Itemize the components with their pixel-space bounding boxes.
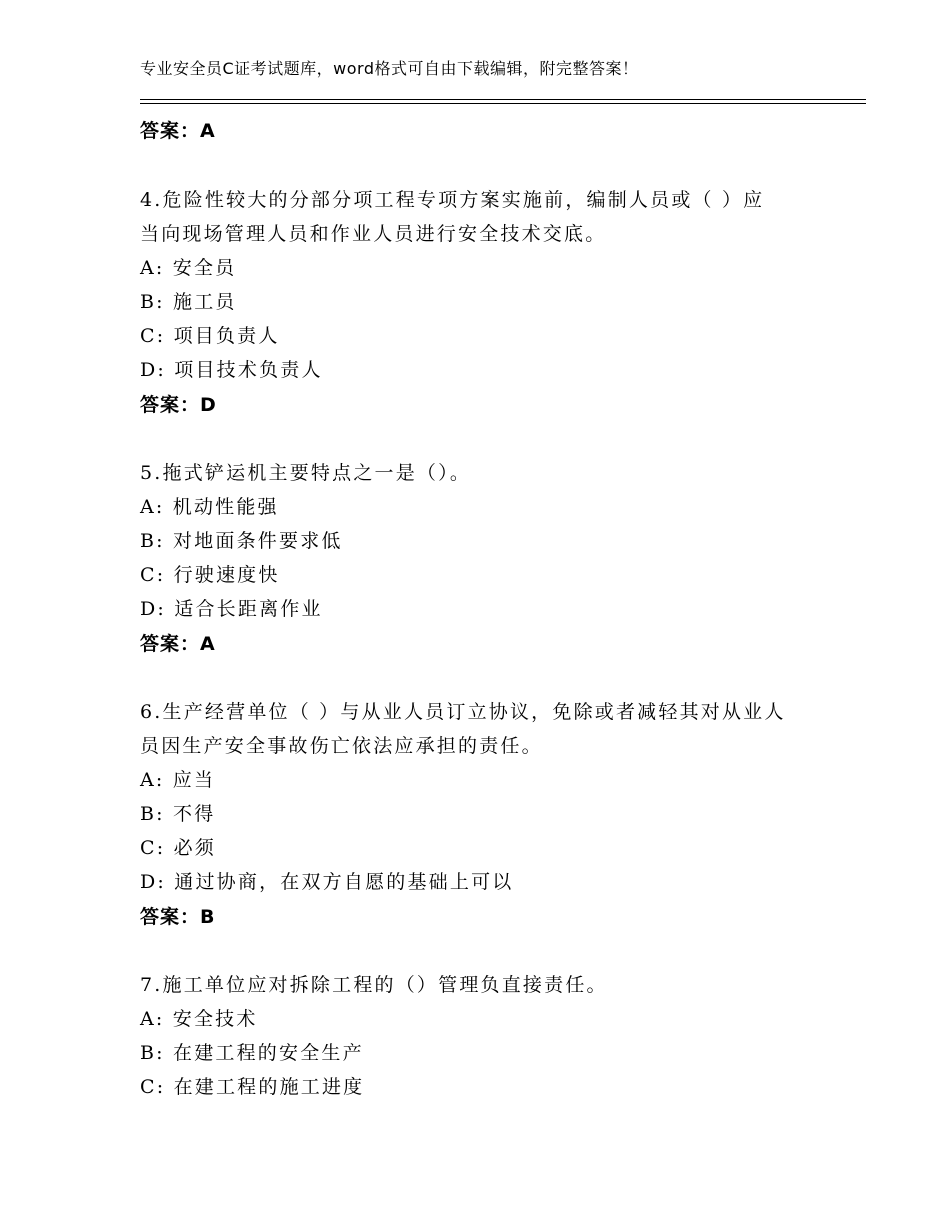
question-6-stem-line-1: 6.生产经营单位（ ）与从业人员订立协议，免除或者减轻其对从业人: [140, 701, 786, 723]
header-rule-bottom: [140, 103, 866, 104]
question-5-answer: 答案：A: [140, 633, 216, 655]
question-7-option-b: B: 在建工程的安全生产: [140, 1042, 364, 1064]
question-4-answer: 答案：D: [140, 394, 217, 416]
question-5-option-a: A: 机动性能强: [140, 496, 279, 518]
question-5-option-c: C: 行驶速度快: [140, 564, 280, 586]
question-4-stem-line-1: 4.危险性较大的分部分项工程专项方案实施前，编制人员或（ ）应: [140, 189, 765, 211]
question-6-option-c: C: 必须: [140, 837, 216, 859]
page-header: 专业安全员C证考试题库，word格式可自由下载编辑，附完整答案！: [140, 59, 639, 78]
question-7-option-c: C: 在建工程的施工进度: [140, 1076, 365, 1098]
question-6-option-d: D: 通过协商，在双方自愿的基础上可以: [140, 871, 514, 893]
question-5-option-d: D: 适合长距离作业: [140, 598, 323, 620]
question-4-option-a: A: 安全员: [140, 257, 237, 279]
question-4-stem-line-2: 当向现场管理人员和作业人员进行安全技术交底。: [140, 223, 607, 245]
question-4-option-b: B: 施工员: [140, 291, 237, 313]
question-4-option-d: D: 项目技术负责人: [140, 359, 323, 381]
question-5-option-b: B: 对地面条件要求低: [140, 530, 343, 552]
question-6-option-a: A: 应当: [140, 769, 216, 791]
question-6-answer: 答案：B: [140, 906, 216, 928]
question-7-option-a: A: 安全技术: [140, 1008, 258, 1030]
question-5-stem-line-1: 5.拖式铲运机主要特点之一是（）。: [140, 462, 472, 484]
question-6-stem-line-2: 员因生产安全事故伤亡依法应承担的责任。: [140, 735, 543, 757]
header-rule-top: [140, 99, 866, 100]
question-4-option-c: C: 项目负责人: [140, 325, 280, 347]
question-6-option-b: B: 不得: [140, 803, 216, 825]
previous-answer: 答案：A: [140, 120, 216, 142]
question-7-stem-line-1: 7.施工单位应对拆除工程的（）管理负直接责任。: [140, 974, 608, 996]
